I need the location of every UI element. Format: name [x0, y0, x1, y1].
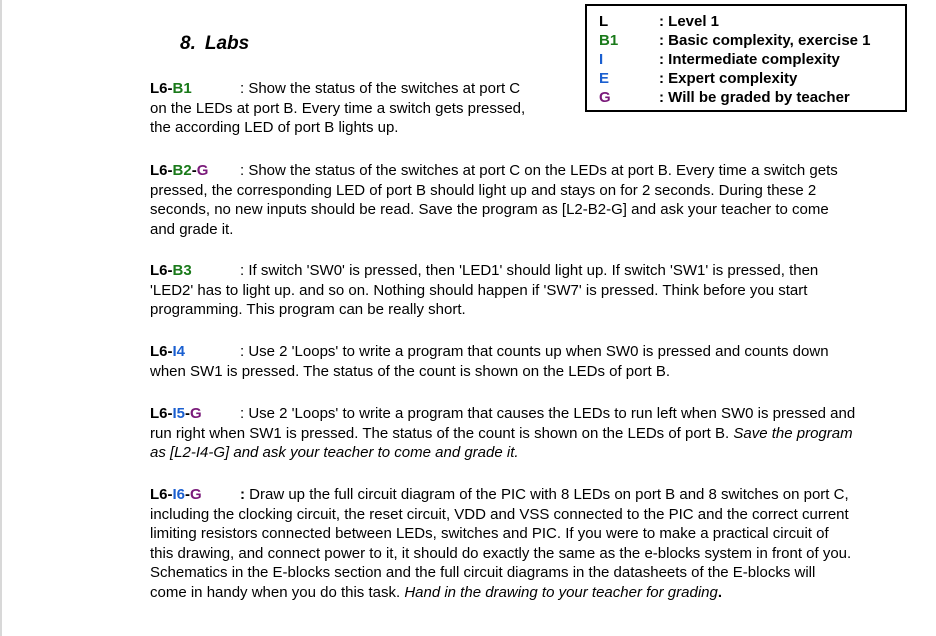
- legend-desc: : Intermediate complexity: [659, 51, 840, 68]
- exercise-line: and grade it.: [150, 220, 234, 238]
- exercise-line: pressed, the corresponding LED of port B should light up and stays on for 2 seconds. During these 2: [150, 181, 817, 199]
- section-heading: [180, 33, 249, 55]
- legend-desc: : Level 1: [659, 13, 720, 30]
- exercise-line: including the clocking circuit, the reset circuit, VDD and VSS connected to the PIC and the correct current: [150, 505, 849, 523]
- exercise-l6-i6-g: [150, 485, 936, 602]
- section-title: Labs: [204, 33, 250, 54]
- exercise-line: 'LED2' has to light up. and so on. Nothing should happen if 'SW7' is pressed. Think before you start: [150, 281, 808, 299]
- exercise-line: as [L2-I4-G] and ask your teacher to come and grade it.: [150, 444, 519, 461]
- exercise-l6-b1: [150, 79, 936, 138]
- legend-code: E: [599, 70, 610, 87]
- legend-code: L: [599, 13, 609, 30]
- exercise-line: programming. This program can be really short.: [150, 301, 466, 318]
- exercise-line: run right when SW1 is pressed. The status of the count is shown on the LEDs of port B. Save the program: [150, 424, 853, 442]
- exercise-id: L6-B1: [150, 80, 192, 97]
- legend-code: I: [599, 51, 604, 68]
- exercise-line: come in handy when you do this task. Hand in the drawing to your teacher for grading.: [150, 583, 723, 601]
- exercise-line: when SW1 is pressed. The status of the count is shown on the LEDs of port B.: [150, 362, 670, 380]
- legend-code: B1: [599, 32, 619, 49]
- exercise-id: L6-I5-G: [150, 405, 202, 422]
- exercise-line: L6-B2-G : Show the status of the switches at port C on the LEDs at port B. Every time a switch gets: [150, 162, 838, 179]
- exercise-line: on the LEDs at port B. Every time a switch gets pressed,: [150, 99, 526, 117]
- exercise-line: the according LED of port B lights up.: [150, 119, 399, 136]
- exercise-line: this drawing, and connect power to it, it should do exactly the same as the e-blocks system in front of you.: [150, 544, 852, 562]
- exercise-id: L6-B2-G: [150, 162, 209, 179]
- legend-code: G: [599, 89, 611, 106]
- page-left-border: [0, 0, 2, 636]
- exercise-line: L6-B3 : If switch 'SW0' is pressed, then 'LED1' should light up. If switch 'SW1' is pressed, then: [150, 262, 819, 279]
- exercise-l6-i5-g: [150, 404, 936, 463]
- exercise-id: L6-I6-G: [150, 486, 202, 503]
- legend-desc: : Will be graded by teacher: [659, 89, 850, 106]
- exercise-id: L6-I4: [150, 343, 186, 360]
- exercise-line: seconds, no new inputs should be read. Save the program as [L2-B2-G] and ask your teacher to come: [150, 201, 829, 218]
- exercise-line: L6-I4 : Use 2 'Loops' to write a program that counts up when SW0 is pressed and counts down: [150, 343, 829, 360]
- exercise-id: L6-B3: [150, 262, 192, 279]
- legend-desc: : Expert complexity: [659, 70, 798, 87]
- exercise-l6-b3: [150, 261, 936, 320]
- exercise-line: L6-I5-G : Use 2 'Loops' to write a program that causes the LEDs to run left when SW0 is pressed and: [150, 405, 856, 422]
- section-number: 8.: [180, 33, 196, 54]
- exercise-l6-b2-g: [150, 161, 936, 239]
- exercise-line: L6-I6-G : Draw up the full circuit diagram of the PIC with 8 LEDs on port B and 8 switches on port C,: [150, 486, 849, 503]
- exercise-l6-i4: [150, 342, 936, 381]
- exercise-line: Schematics in the E-blocks section and the full circuit diagrams in the datasheets of the E-blocks will: [150, 564, 816, 581]
- exercise-line: L6-B1 : Show the status of the switches at port C: [150, 80, 521, 97]
- exercise-line: limiting resistors connected between LEDs, switches and PIC. If you were to make a practical circuit of: [150, 525, 829, 542]
- legend-desc: : Basic complexity, exercise 1: [659, 32, 871, 49]
